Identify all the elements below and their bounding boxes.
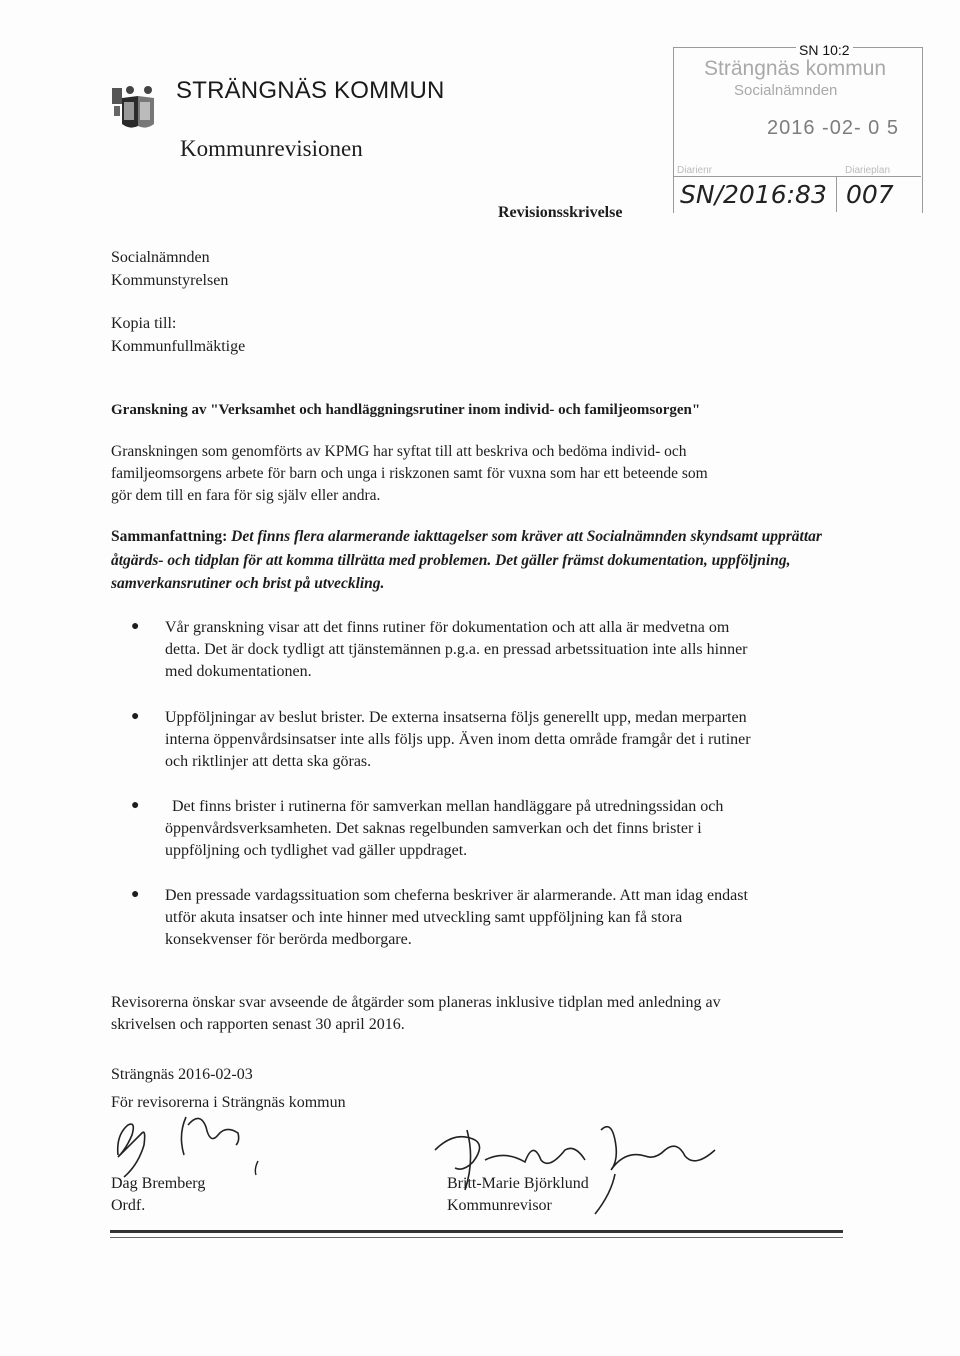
stamp-code: SN 10:2 [796,42,853,58]
document-type: Revisionsskrivelse [498,204,623,221]
footer-rule-thin [110,1237,843,1238]
organization-name: STRÄNGNÄS KOMMUN [176,77,445,104]
stamp-department: Socialnämnden [734,82,838,99]
intro-line-2: familjeomsorgens arbete för barn och unga i riskzonen samt för vuxna som har ett beteende som [111,465,708,482]
bullet-2-line-1: Uppföljningar av beslut brister. De externa insatserna följs generellt upp, medan merparten [165,709,747,726]
bullet-4-line-3: konsekvenser för berörda medborgare. [165,931,412,948]
summary-text-3: samverkansrutiner och brist på utveckling. [111,575,385,592]
bullet-4-line-1: Den pressade vardagssituation som cheferna beskriver är alarmerande. Att man idag endast [165,887,748,904]
summary-label: Sammanfattning: [111,528,228,545]
intro-line-3: gör dem till en fara för sig själv eller andra. [111,487,381,504]
unit-name: Kommunrevisionen [180,136,363,161]
stamp-case-number: SN/2016:83 [680,180,827,209]
summary-text-2: åtgärds- och tidplan för att komma tillrätta med problemen. Det gäller främst dokumentation, uppföljning, [111,552,791,569]
signatory-2-title: Kommunrevisor [447,1197,552,1214]
recipient-2: Kommunstyrelsen [111,272,229,289]
bullet-3-line-2: öppenvårdsverksamheten. Det saknas regelbunden samverkan och det finns brister i [165,820,702,837]
stamp-divider [673,176,921,177]
stamp-date: 2016 -02- 0 5 [767,117,899,139]
summary-line-2 [111,550,841,572]
bullet-icon: ● [131,619,140,634]
stamp-label-diarienr: Diarienr [677,165,713,176]
subject-heading: Granskning av "Verksamhet och handläggningsrutiner inom individ- och familjeomsorgen" [111,402,701,418]
coat-of-arms-icon [110,80,160,132]
summary-line-3 [111,573,841,595]
signatory-1-name: Dag Bremberg [111,1175,206,1192]
bullet-icon: ● [131,798,140,813]
intro-line-1: Granskningen som genomförts av KPMG har syftat till att beskriva och bedöma individ- och [111,443,687,460]
bullet-icon: ● [131,887,140,902]
stamp-divider-vertical [836,176,837,212]
bullet-1-line-2: detta. Det är dock tydligt att tjänstemännen p.g.a. en pressad arbetssituation inte alls hinner [165,641,748,658]
recipient-1: Socialnämnden [111,249,210,266]
bullet-1-line-3: med dokumentationen. [165,663,312,680]
bullet-2-line-3: och riktlinjer att detta ska göras. [165,753,372,770]
bullet-3-line-1: Det finns brister i rutinerna för samverkan mellan handläggare på utredningssidan och [172,798,724,815]
bullet-2-line-2: interna öppenvårdsinsatser inte alls följs upp. Även inom detta område framgår det i rutiner [165,731,751,748]
footer-rule [110,1230,843,1233]
summary-line-1 [111,526,841,548]
on-behalf: För revisorerna i Strängnäs kommun [111,1094,346,1111]
stamp-plan-number: 007 [846,180,894,209]
closing-line-2: skrivelsen och rapporten senast 30 april 2016. [111,1016,405,1033]
place-date: Strängnäs 2016-02-03 [111,1066,253,1083]
stamp-label-diarieplan: Diarieplan [845,165,891,176]
signatory-1-title: Ordf. [111,1197,146,1214]
bullet-4-line-2: utför akuta insatser och inte hinner med utveckling samt uppföljning kan få stora [165,909,683,926]
stamp-organization: Strängnäs kommun [704,57,887,80]
summary-text-1: Det finns flera alarmerande iakttagelser som kräver att Socialnämnden skyndsamt upprättar [231,528,822,545]
bullet-3-line-3: uppföljning och tydlighet vad gäller uppdraget. [165,842,468,859]
copy-label: Kopia till: [111,315,177,332]
bullet-1-line-1: Vår granskning visar att det finns rutiner för dokumentation och att alla är medvetna om [165,619,730,636]
signatory-2-name: Britt-Marie Björklund [447,1175,589,1192]
bullet-icon: ● [131,709,140,724]
closing-line-1: Revisorerna önskar svar avseende de åtgärder som planeras inklusive tidplan med anledning av [111,994,721,1011]
copy-recipient: Kommunfullmäktige [111,338,246,355]
